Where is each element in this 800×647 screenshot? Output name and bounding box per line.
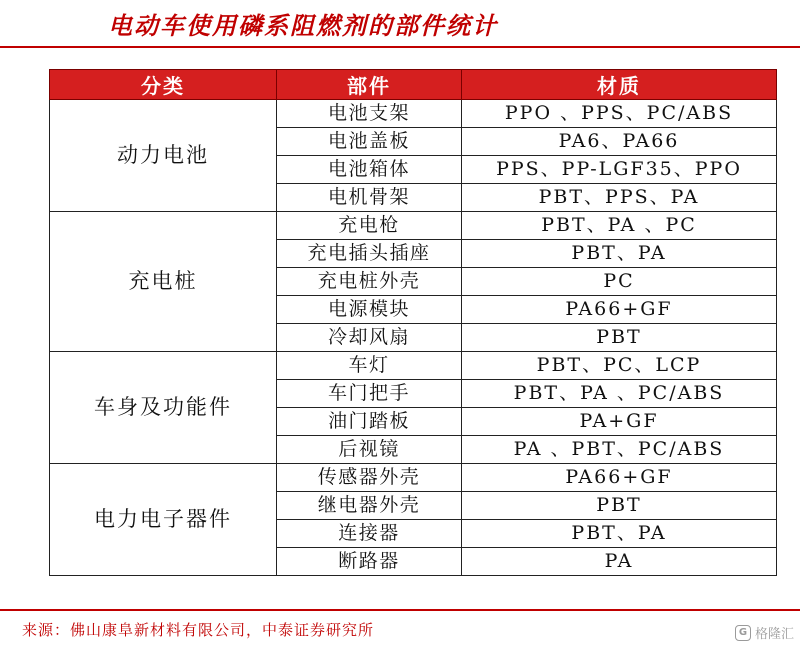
material-cell: PC xyxy=(462,268,777,296)
material-cell: PA 、PBT、PC/ABS xyxy=(462,436,777,464)
material-cell: PPO 、PPS、PC/ABS xyxy=(462,100,777,128)
category-cell: 电力电子器件 xyxy=(50,464,277,576)
watermark-text: 格隆汇 xyxy=(754,627,794,642)
material-cell: PA xyxy=(462,548,777,576)
part-cell: 电机骨架 xyxy=(277,184,462,212)
category-cell: 车身及功能件 xyxy=(50,352,277,464)
title-divider xyxy=(0,46,800,48)
part-cell: 后视镜 xyxy=(277,436,462,464)
material-cell: PBT、PA xyxy=(462,240,777,268)
part-cell: 充电枪 xyxy=(277,212,462,240)
material-cell: PBT、PA 、PC xyxy=(462,212,777,240)
material-cell: PBT、PA xyxy=(462,520,777,548)
table-row xyxy=(50,212,777,240)
part-cell: 继电器外壳 xyxy=(277,492,462,520)
header-part: 部件 xyxy=(277,70,462,100)
material-cell: PBT、PC、LCP xyxy=(462,352,777,380)
table-header-row xyxy=(50,70,777,100)
part-cell: 传感器外壳 xyxy=(277,464,462,492)
page-title: 电动车使用磷系阻燃剂的部件统计 xyxy=(108,12,498,40)
part-cell: 断路器 xyxy=(277,548,462,576)
table-row xyxy=(50,100,777,128)
material-cell: PA66+GF xyxy=(462,464,777,492)
material-cell: PPS、PP-LGF35、PPO xyxy=(462,156,777,184)
part-cell: 油门踏板 xyxy=(277,408,462,436)
category-cell: 动力电池 xyxy=(50,100,277,212)
material-cell: PBT、PPS、PA xyxy=(462,184,777,212)
material-cell: PA66+GF xyxy=(462,296,777,324)
part-cell: 充电桩外壳 xyxy=(277,268,462,296)
header-category: 分类 xyxy=(50,70,277,100)
part-cell: 车门把手 xyxy=(277,380,462,408)
part-cell: 充电插头插座 xyxy=(277,240,462,268)
table-row xyxy=(50,352,777,380)
parts-table xyxy=(49,69,777,576)
gelonghui-logo-icon: G xyxy=(735,625,751,641)
material-cell: PBT xyxy=(462,324,777,352)
part-cell: 电池箱体 xyxy=(277,156,462,184)
footer-divider xyxy=(0,609,800,611)
part-cell: 电源模块 xyxy=(277,296,462,324)
material-cell: PBT、PA 、PC/ABS xyxy=(462,380,777,408)
part-cell: 电池盖板 xyxy=(277,128,462,156)
part-cell: 冷却风扇 xyxy=(277,324,462,352)
material-cell: PBT xyxy=(462,492,777,520)
watermark xyxy=(735,623,794,642)
source-note: 来源：佛山康阜新材料有限公司，中泰证券研究所 xyxy=(22,621,375,639)
table-row xyxy=(50,464,777,492)
part-cell: 电池支架 xyxy=(277,100,462,128)
category-cell: 充电桩 xyxy=(50,212,277,352)
part-cell: 连接器 xyxy=(277,520,462,548)
source-footer xyxy=(0,609,800,647)
part-cell: 车灯 xyxy=(277,352,462,380)
header-material: 材质 xyxy=(462,70,777,100)
material-cell: PA+GF xyxy=(462,408,777,436)
material-cell: PA6、PA66 xyxy=(462,128,777,156)
